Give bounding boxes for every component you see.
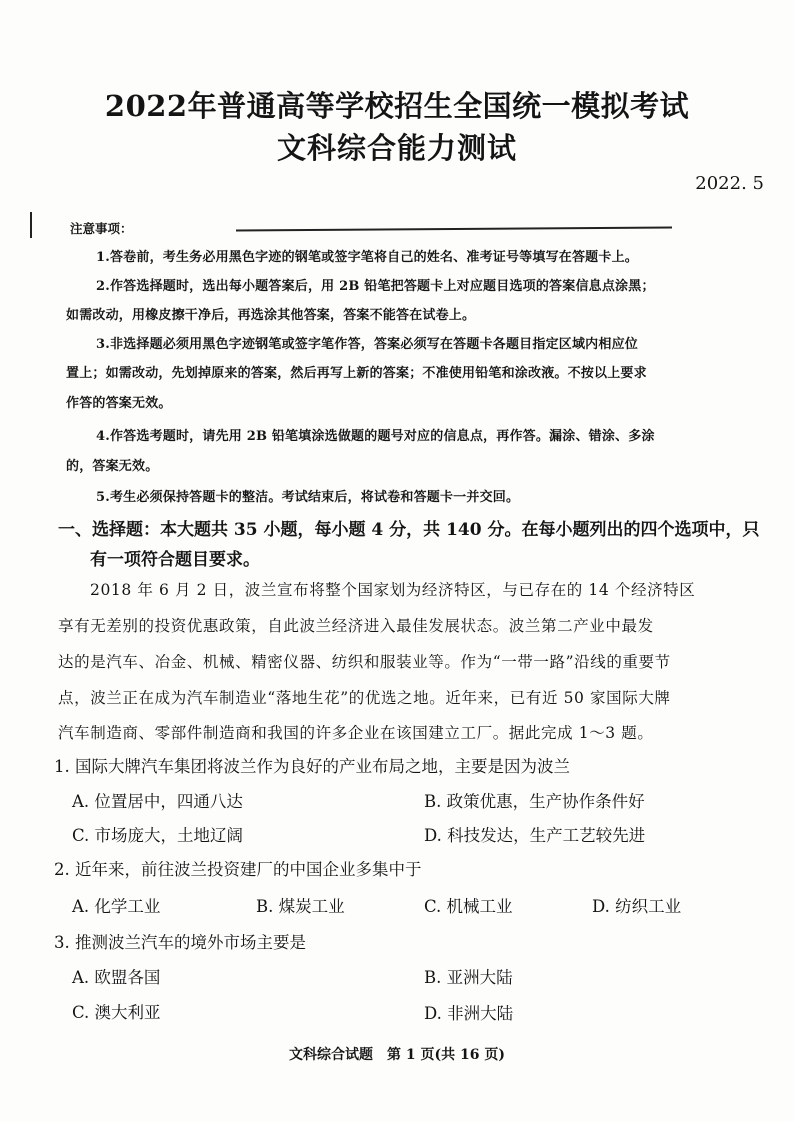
question-1-option-c: C. 市场庞大，土地辽阔: [72, 826, 244, 845]
question-3-stem: 3. 推测波兰汽车的境外市场主要是: [54, 933, 306, 952]
page-footer: 文科综合试题 第 1 页(共 16 页): [289, 1047, 505, 1063]
section-heading-cont: 有一项符合题目要求。: [90, 550, 260, 570]
passage-line-3: 达的是汽车、冶金、机械、精密仪器、纺织和服装业等。作为“一带一路”沿线的重要节: [58, 653, 671, 671]
question-3-option-b: B. 亚洲大陆: [424, 968, 513, 987]
passage-line-1: 2018 年 6 月 2 日，波兰宣布将整个国家划为经济特区，与已存在的 14 个经济特区: [90, 581, 696, 599]
notice-line-4: 3.非选择题必须用黑色字迹钢笔或签字笔作答，答案必须写在答题卡各题目指定区域内相应位: [96, 337, 638, 352]
question-1-stem: 1. 国际大牌汽车集团将波兰作为良好的产业布局之地，主要是因为波兰: [54, 757, 570, 776]
notice-heading: 注意事项：: [70, 221, 133, 236]
passage-line-4: 点，波兰正在成为汽车制造业“落地生花”的优选之地。近年来，已有近 50 家国际大牌: [58, 689, 671, 707]
question-1-option-a: A. 位置居中，四通八达: [72, 792, 243, 811]
notice-underline: [236, 226, 672, 231]
exam-title: 2022年普通高等学校招生全国统一模拟考试: [104, 89, 690, 123]
exam-subtitle: 文科综合能力测试: [276, 131, 517, 165]
notice-line-6: 作答的答案无效。: [66, 396, 172, 411]
notice-line-9: 5.考生必须保持答题卡的整洁。考试结束后，将试卷和答题卡一并交回。: [96, 490, 520, 505]
exam-date: 2022. 5: [695, 173, 764, 194]
margin-mark: [30, 212, 32, 238]
section-heading: 一、选择题：本大题共 35 小题，每小题 4 分，共 140 分。在每小题列出的四个选项中，只: [58, 520, 760, 540]
question-3-option-c: C. 澳大利亚: [72, 1003, 161, 1022]
notice-line-8: 的，答案无效。: [66, 459, 159, 474]
notice-line-1: 1.答卷前，考生务必用黑色字迹的钢笔或签字笔将自己的姓名、准考证号等填写在答题卡上。: [96, 250, 638, 265]
question-3-option-a: A. 欧盟各国: [72, 968, 161, 987]
question-2-option-d: D. 纺织工业: [592, 897, 682, 916]
notice-line-2: 2.作答选择题时，选出每小题答案后，用 2B 铅笔把答题卡上对应题目选项的答案信息点涂黑；: [96, 279, 655, 294]
question-1-option-d: D. 科技发达，生产工艺较先进: [424, 826, 646, 845]
notice-line-3: 如需改动，用橡皮擦干净后，再选涂其他答案，答案不能答在试卷上。: [66, 308, 476, 323]
notice-line-5: 置上；如需改动，先划掉原来的答案，然后再写上新的答案；不准使用铅笔和涂改液。不按以上要求: [66, 366, 647, 381]
question-2-option-b: B. 煤炭工业: [256, 897, 345, 916]
question-3-option-d: D. 非洲大陆: [424, 1004, 514, 1023]
question-2-option-a: A. 化学工业: [72, 897, 161, 916]
question-2-stem: 2. 近年来，前往波兰投资建厂的中国企业多集中于: [54, 860, 422, 879]
passage-line-2: 享有无差别的投资优惠政策，自此波兰经济进入最佳发展状态。波兰第二产业中最发: [58, 617, 654, 635]
question-2-option-c: C. 机械工业: [424, 897, 513, 916]
passage-line-5: 汽车制造商、零部件制造商和我国的许多企业在该国建立工厂。据此完成 1～3 题。: [58, 724, 654, 742]
question-1-option-b: B. 政策优惠，生产协作条件好: [424, 792, 645, 811]
notice-line-7: 4.作答选考题时，请先用 2B 铅笔填涂选做题的题号对应的信息点，再作答。漏涂、错涂、多涂: [96, 429, 655, 444]
